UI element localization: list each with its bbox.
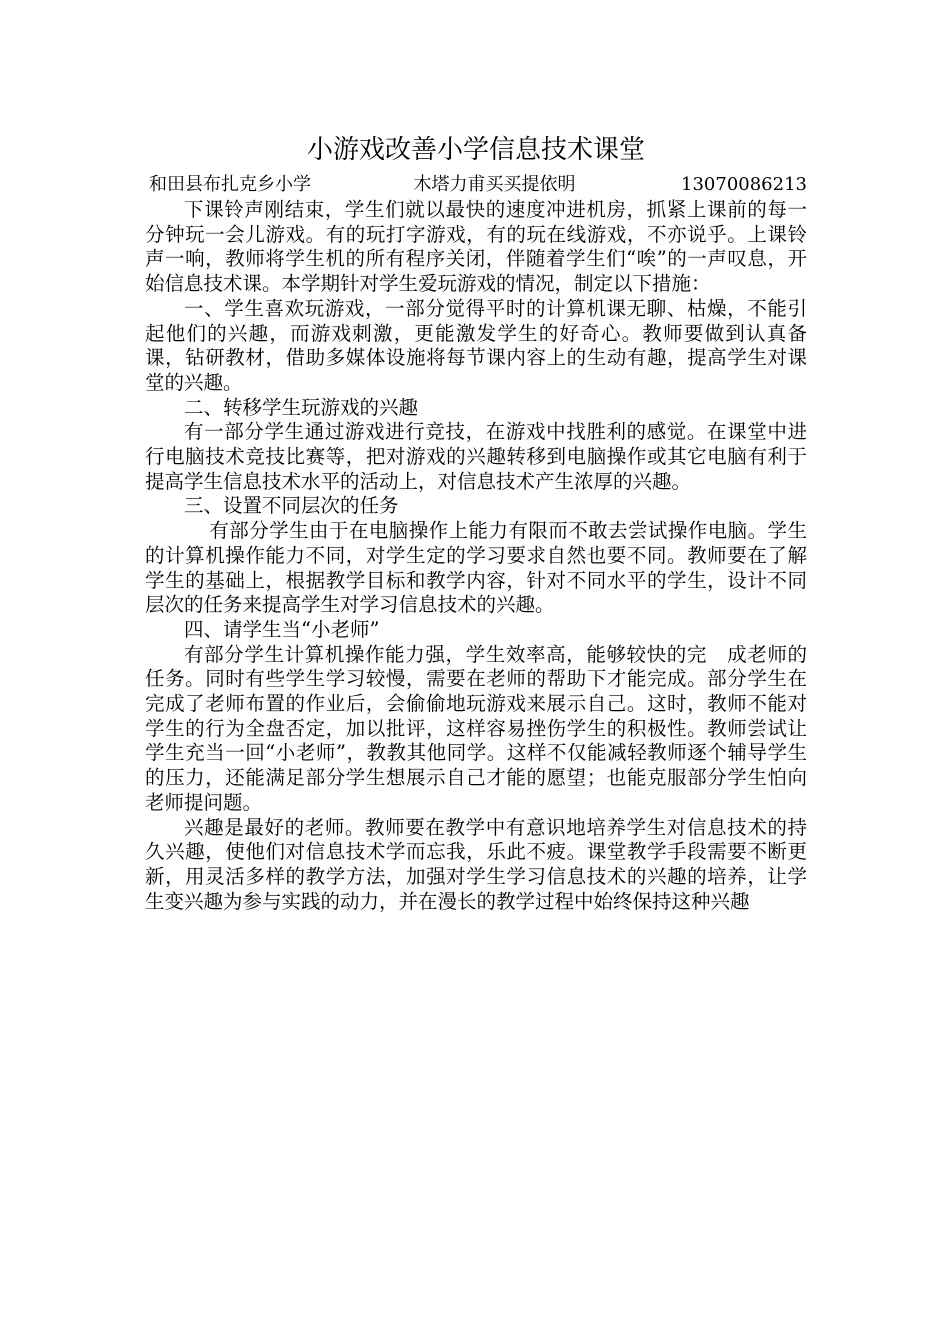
document-page [145,128,807,914]
byline-author: 木塔力甫买买提依明 [413,174,576,195]
paragraph-measure-3: 有部分学生由于在电脑操作上能力有限而不敢去尝试操作电脑。学生的计算机操作能力不同，对学生定的学习要求自然也要不同。教师要在了解学生的基础上，根据教学目标和教学内容，针对不同水平的学生，设计不同层次的任务来提高学生对学习信息技术的兴趣。 [145,519,807,617]
heading-measure-4: 四、请学生当“小老师” [184,617,380,641]
paragraph-measure-2: 有一部分学生通过游戏进行竞技，在游戏中找胜利的感觉。在课堂中进行电脑技术竞技比赛等，把对游戏的兴趣转移到电脑操作或其它电脑有利于提高学生信息技术水平的活动上，对信息技术产生浓厚的兴趣。 [145,420,807,493]
heading-measure-2: 二、转移学生玩游戏的兴趣 [184,395,419,419]
paragraph-measure-1: 一、学生喜欢玩游戏，一部分觉得平时的计算机课无聊、枯燥，不能引起他们的兴趣，而游戏刺激，更能激发学生的好奇心。教师要做到认真备课，钻研教材，借助多媒体设施将每节课内容上的生动有趣，提高学生对课堂的兴趣。 [145,296,807,394]
byline-phone: 13070086213 [681,174,807,195]
byline-school: 和田县布扎克乡小学 [149,174,311,195]
paragraph-measure-4: 有部分学生计算机操作能力强，学生效率高，能够较快的完 成老师的任务。同时有些学生学习较慢，需要在老师的帮助下才能完成。部分学生在完成了老师布置的作业后，会偷偷地玩游戏来展示自己。这时，教师不能对学生的行为全盘否定，加以批评，这样容易挫伤学生的积极性。教师尝试让学生充当一回“小老师”，教教其他同学。这样不仅能减轻教师逐个辅导学生的压力，还能满足部分学生想展示自己才能的愿望；也能克服部分学生怕向老师提问题。 [145,642,807,814]
byline [149,172,807,198]
document-title: 小游戏改善小学信息技术课堂 [306,135,645,165]
heading-measure-3: 三、设置不同层次的任务 [184,494,399,518]
paragraph-conclusion: 兴趣是最好的老师。教师要在教学中有意识地培养学生对信息技术的持久兴趣，使他们对信息技术学而忘我，乐此不疲。课堂教学手段需要不断更新，用灵活多样的教学方法，加强对学生学习信息技术的兴趣的培养，让学生变兴趣为参与实践的动力，并在漫长的教学过程中始终保持这种兴趣 [145,815,807,913]
paragraph-intro: 下课铃声刚结束，学生们就以最快的速度冲进机房，抓紧上课前的每一分钟玩一会儿游戏。有的玩打字游戏，有的玩在线游戏，不亦说乎。上课铃声一响，教师将学生机的所有程序关闭，伴随着学生们“唉”的一声叹息，开始信息技术课。本学期针对学生爱玩游戏的情况，制定以下措施： [145,198,807,296]
